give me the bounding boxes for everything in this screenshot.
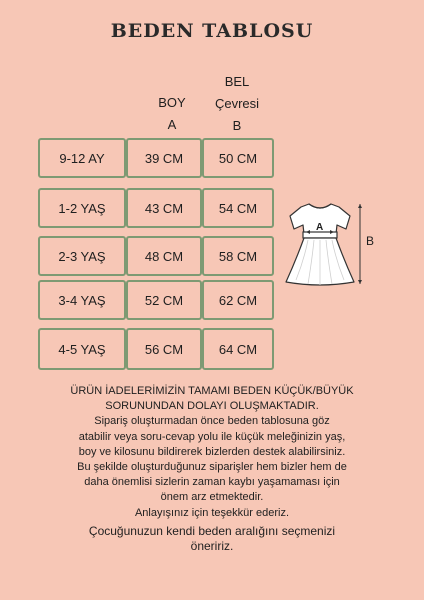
- bel-cell: 50 CM: [202, 138, 274, 178]
- boy-cell: 39 CM: [126, 138, 202, 178]
- notice-line: SORUNUNDAN DOLAYI OLUŞMAKTADIR.: [105, 400, 319, 413]
- notice-line: daha önemlisi sizlerin zaman kaybı yaşamaması için: [84, 476, 340, 489]
- return-policy-notice: [16, 384, 408, 554]
- notice-line: atabilir veya soru-cevap yolu ile küçük meleğinizin yaş,: [78, 430, 346, 443]
- bel-cell: 62 CM: [202, 280, 274, 320]
- notice-line: öneririz.: [190, 539, 234, 554]
- bel-cell: 58 CM: [202, 236, 274, 276]
- boy-cell: 52 CM: [126, 280, 202, 320]
- boy-cell: 43 CM: [126, 188, 202, 228]
- boy-header-label: BOY: [158, 95, 186, 110]
- diagram-label-a: A: [316, 222, 324, 233]
- bel-cell: 64 CM: [202, 328, 274, 370]
- bel-header-sub: Çevresi: [214, 96, 260, 111]
- bel-header-label: BEL: [224, 74, 250, 89]
- notice-line: ÜRÜN İADELERİMİZİN TAMAMI BEDEN KÜÇÜK/BÜYÜK: [70, 385, 354, 397]
- size-table: [38, 130, 274, 370]
- bel-cell: 54 CM: [202, 188, 274, 228]
- notice-line: Çocuğunuzun kendi beden aralığını seçmenizi: [88, 523, 336, 538]
- age-cell: 9-12 AY: [38, 138, 126, 178]
- age-cell: 3-4 YAŞ: [38, 280, 126, 320]
- notice-line: Sipariş oluşturmadan önce beden tablosuna göz: [94, 415, 330, 428]
- notice-line: önem arz etmektedir.: [160, 491, 264, 504]
- notice-line: boy ve kilosunu bildirerek bizlerden destek alabilirsiniz.: [78, 445, 346, 458]
- diagram-label-b: B: [366, 234, 375, 248]
- boy-cell: 48 CM: [126, 236, 202, 276]
- bel-column-header: [202, 71, 272, 137]
- age-cell: 1-2 YAŞ: [38, 188, 126, 228]
- dress-measurement-diagram: [276, 198, 364, 290]
- age-cell: 2-3 YAŞ: [38, 236, 126, 276]
- notice-line: Anlayışınız için teşekkür ederiz.: [134, 506, 290, 519]
- boy-cell: 56 CM: [126, 328, 202, 370]
- chart-title: BEDEN TABLOSU: [110, 20, 314, 42]
- notice-line: Bu şekilde oluşturduğunuz siparişler hem bizler hem de: [77, 461, 347, 474]
- age-cell: 4-5 YAŞ: [38, 328, 126, 370]
- boy-header-letter: A: [167, 117, 177, 132]
- dress-icon: [286, 204, 354, 285]
- bel-header-letter: B: [232, 118, 242, 133]
